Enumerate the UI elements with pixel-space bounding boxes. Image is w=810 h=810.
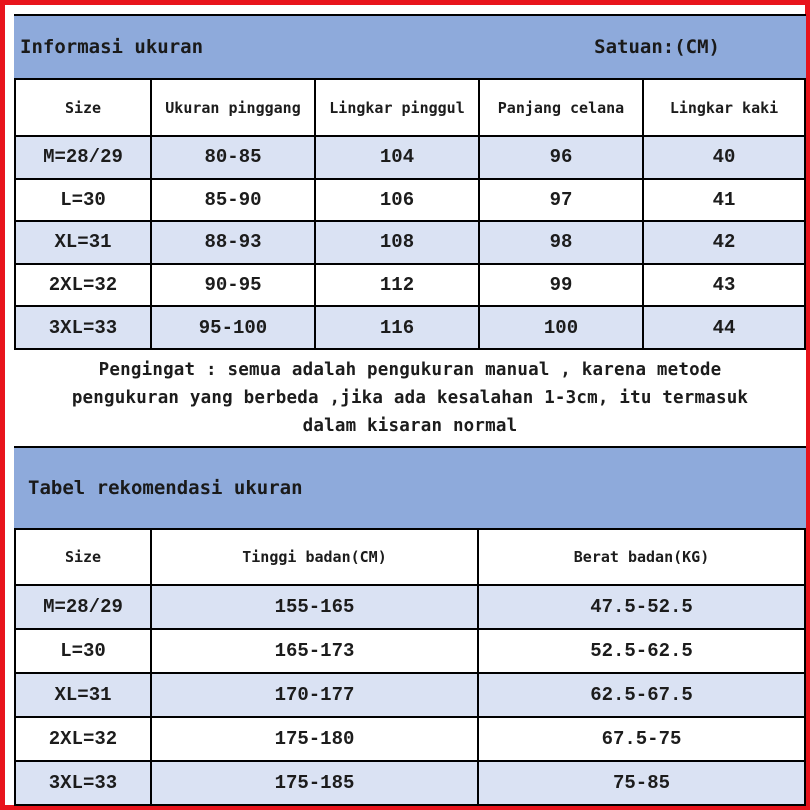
table-cell: 175-180 [152,718,477,760]
table-cell: 99 [480,265,642,306]
table-cell: 95-100 [152,307,314,348]
table-cell: 116 [316,307,478,348]
table-cell: M=28/29 [16,586,150,628]
header-cell: Berat badan(KG) [479,530,804,584]
header-cell: Ukuran pinggang [152,80,314,135]
table-cell: 90-95 [152,265,314,306]
table-cell: 175-185 [152,762,477,804]
table-cell: M=28/29 [16,137,150,178]
header-cell: Lingkar pinggul [316,80,478,135]
table-cell: 47.5-52.5 [479,586,804,628]
recommendation-table [14,528,806,806]
info-table-wrap [14,78,806,350]
table-cell: 40 [644,137,804,178]
table-row [16,762,804,804]
table-cell: 3XL=33 [16,762,150,804]
table-cell: 98 [480,222,642,263]
table-cell: 42 [644,222,804,263]
table-cell: 62.5-67.5 [479,674,804,716]
table-cell: 2XL=32 [16,265,150,306]
table-cell: 112 [316,265,478,306]
table-cell: XL=31 [16,674,150,716]
table-cell: 67.5-75 [479,718,804,760]
table-cell: 108 [316,222,478,263]
table-cell: 85-90 [152,180,314,221]
recommendation-title-band [14,448,806,528]
info-header-row [16,80,804,135]
recommendation-table-wrap [14,528,806,806]
header-cell: Tinggi badan(CM) [152,530,477,584]
table-row [16,222,804,263]
table-row [16,586,804,628]
table-cell: 80-85 [152,137,314,178]
header-cell: Size [16,80,150,135]
info-title-band [14,16,806,78]
table-cell: 44 [644,307,804,348]
table-row [16,137,804,178]
table-cell: XL=31 [16,222,150,263]
table-cell: L=30 [16,630,150,672]
unit-label: Satuan:(CM) [594,36,720,58]
table-row [16,307,804,348]
header-cell: Size [16,530,150,584]
note-line: dalam kisaran normal [302,416,518,436]
size-chart [14,14,806,806]
header-cell: Panjang celana [480,80,642,135]
table-cell: 100 [480,307,642,348]
header-cell: Lingkar kaki [644,80,804,135]
table-row [16,718,804,760]
info-table [14,78,806,350]
table-cell: 104 [316,137,478,178]
note-line: pengukuran yang berbeda ,jika ada kesalahan 1-3cm, itu termasuk [71,388,749,408]
table-row [16,180,804,221]
table-row [16,630,804,672]
table-cell: 170-177 [152,674,477,716]
table-cell: 52.5-62.5 [479,630,804,672]
table-cell: 165-173 [152,630,477,672]
table-cell: 106 [316,180,478,221]
table-cell: 155-165 [152,586,477,628]
table-row [16,265,804,306]
info-title: Informasi ukuran [20,36,204,58]
table-cell: L=30 [16,180,150,221]
table-cell: 43 [644,265,804,306]
table-row [16,674,804,716]
table-cell: 97 [480,180,642,221]
recommendation-header-row [16,530,804,584]
note-line: Pengingat : semua adalah pengukuran manual , karena metode [98,360,722,380]
table-cell: 2XL=32 [16,718,150,760]
table-cell: 3XL=33 [16,307,150,348]
table-cell: 75-85 [479,762,804,804]
table-cell: 96 [480,137,642,178]
measurement-note [14,350,806,446]
table-cell: 41 [644,180,804,221]
table-cell: 88-93 [152,222,314,263]
recommendation-title: Tabel rekomendasi ukuran [28,477,303,499]
